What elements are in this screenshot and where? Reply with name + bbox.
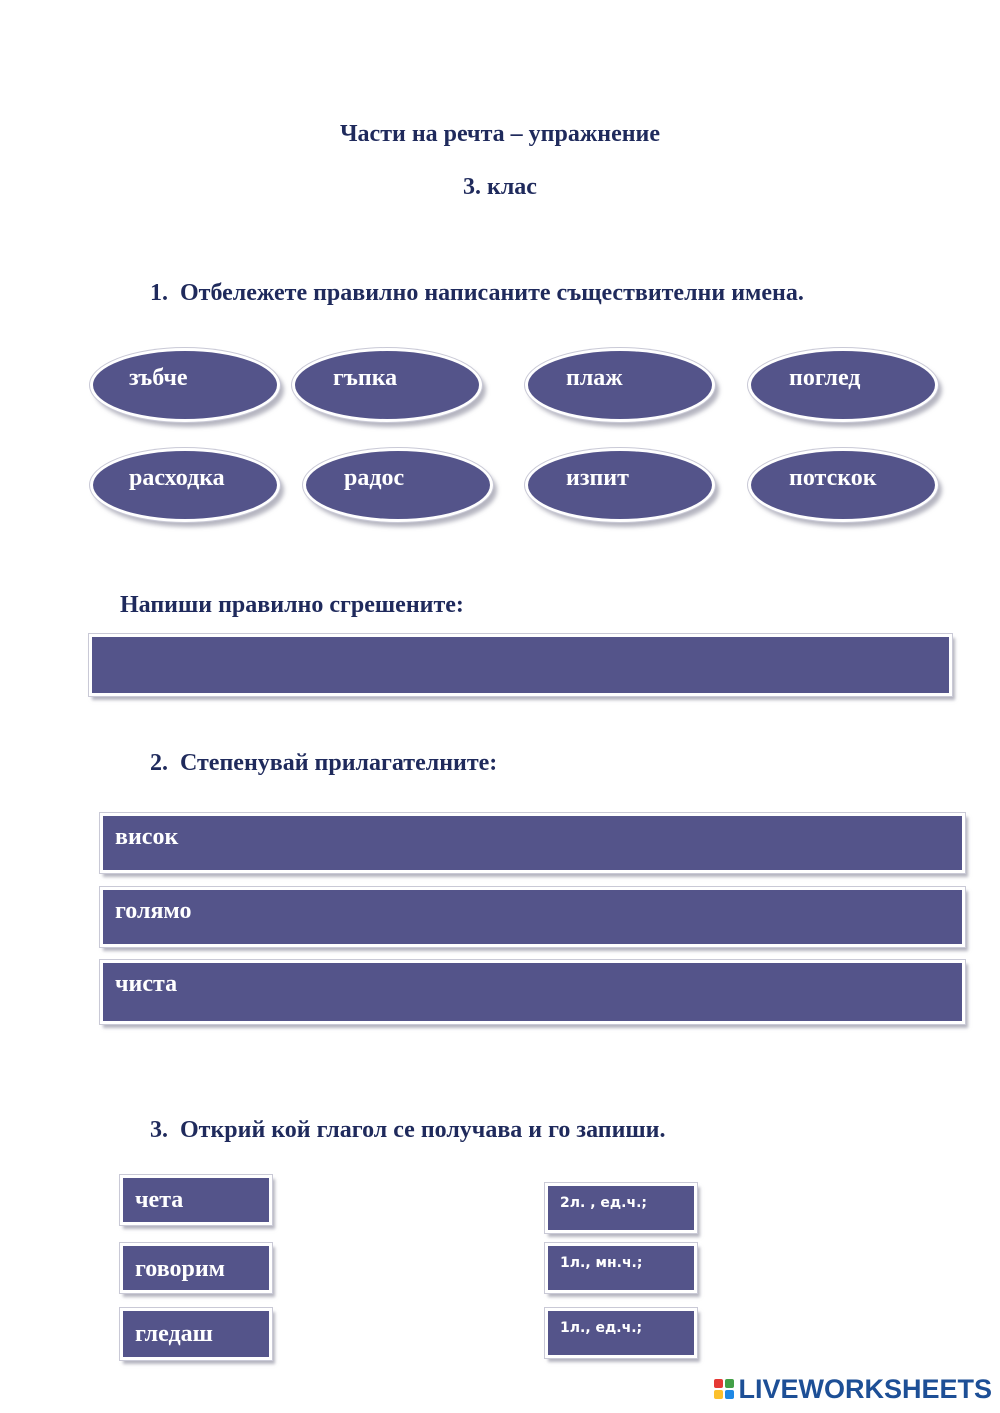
word-label: поглед [789,365,861,391]
verb-box-3[interactable] [120,1308,272,1360]
word-oval-8[interactable] [748,448,938,522]
word-oval-4[interactable] [748,348,938,422]
verb-label: говорим [135,1256,226,1282]
form-label: 2л. , ед.ч.; [560,1195,648,1211]
adjective-row-2[interactable] [100,887,965,947]
task2-question [150,750,497,777]
word-label: потскок [789,465,877,491]
verb-box-1[interactable] [120,1175,272,1225]
adjective-label: чиста [115,971,178,997]
verb-box-2[interactable] [120,1243,272,1293]
form-box-1[interactable] [545,1183,697,1233]
adjective-row-1[interactable] [100,813,965,873]
form-box-3[interactable] [545,1308,697,1358]
task2-number: 2. [150,750,168,776]
verb-label: гледаш [135,1321,213,1347]
task3-question-text: Открий кой глагол се получава и го запиши. [180,1117,666,1143]
task1-prompt: Напиши правилно сгрешените: [120,592,464,618]
word-label: изпит [566,465,629,491]
form-label: 1л., ед.ч.; [560,1320,643,1336]
word-label: зъбче [129,365,188,391]
word-oval-3[interactable] [525,348,715,422]
adjective-row-3[interactable] [100,960,965,1024]
page-title: Части на речта – упражнение [339,121,661,147]
word-label: радос [344,465,405,491]
word-oval-7[interactable] [525,448,715,522]
word-label: гъпка [333,365,398,391]
corrections-answer-field[interactable] [89,634,952,696]
word-oval-2[interactable] [292,348,482,422]
form-box-2[interactable] [545,1243,697,1293]
adjective-label: висок [115,824,179,850]
task2-question-text: Степенувай прилагателните: [180,750,498,776]
grade-label: 3. клас [463,174,537,200]
word-label: плаж [566,365,623,391]
task3-number: 3. [150,1117,168,1143]
watermark-text: LIVEWORKSHEETS [738,1373,992,1404]
task3-question [150,1117,666,1144]
word-label: расходка [129,465,225,491]
word-oval-6[interactable] [303,448,493,522]
word-oval-1[interactable] [90,348,280,422]
form-label: 1л., мн.ч.; [560,1255,643,1271]
adjective-label: голямо [115,898,192,924]
liveworksheets-watermark [714,1373,992,1405]
word-oval-5[interactable] [90,448,280,522]
liveworksheets-logo-icon [714,1379,734,1399]
task1-number: 1. [150,280,168,306]
verb-label: чета [135,1187,184,1213]
task1-question-text: Отбележете правилно написаните съществителни имена. [180,280,804,306]
task1-question [150,280,804,307]
